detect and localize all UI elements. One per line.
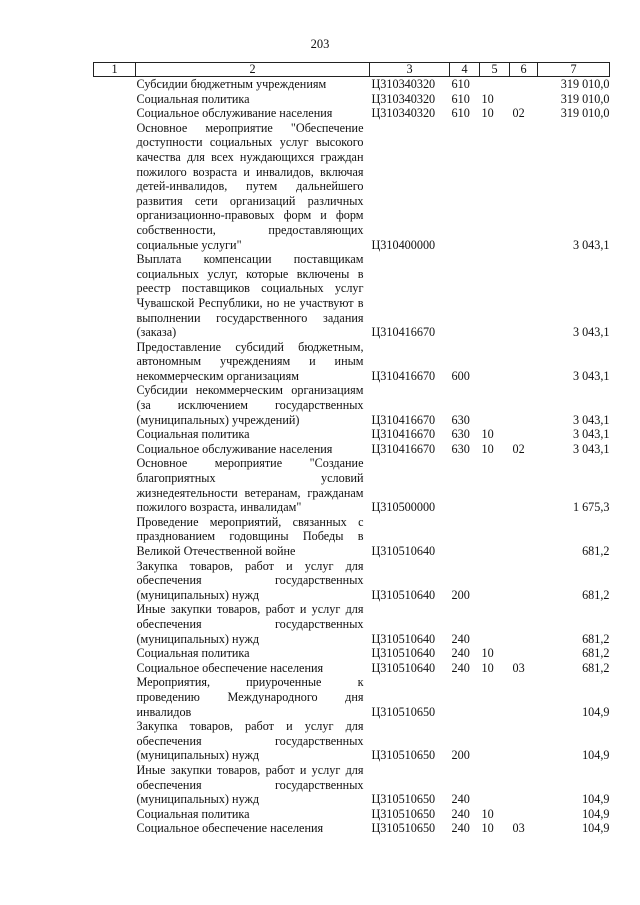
table-row (94, 807, 610, 822)
item-name-cell: Иные закупки товаров, работ и услуг для обеспечения государственных (муниципальных) нужд (136, 602, 364, 646)
row-number-cell (94, 675, 136, 719)
item-name-cell: Субсидии бюджетным учреждениям (136, 77, 327, 91)
row-number-cell (94, 92, 136, 107)
row-number-cell (94, 807, 136, 822)
table-row (94, 106, 610, 121)
target-article-cell: Ц310510640 (371, 587, 436, 602)
item-name-cell: Выплата компенсации поставщикам социальных услуг, которые включены в реестр поставщиков социальных услуг Чувашской Республики, но не участвуют в выполнении государственного задания (заказа) (136, 252, 364, 340)
subsection-cell (510, 763, 538, 807)
table-row (94, 763, 610, 807)
header-col-2: 2 (136, 63, 370, 77)
table-row (94, 442, 610, 457)
item-name-cell: Субсидии некоммерческим организациям (за исключением государственных (муниципальных) учреждений) (136, 383, 364, 427)
amount-cell: 681,2 (582, 660, 610, 675)
amount-cell: 104,9 (582, 821, 610, 836)
target-article-cell: Ц310510650 (371, 748, 436, 763)
section-cell (480, 763, 510, 807)
item-name-cell: Иные закупки товаров, работ и услуг для обеспечения государственных (муниципальных) нужд (136, 762, 364, 807)
row-number-cell (94, 383, 136, 427)
expense-type-cell: 240 (451, 646, 470, 661)
subsection-cell (510, 675, 538, 719)
target-article-cell: Ц310500000 (371, 500, 436, 515)
table-header (94, 63, 610, 77)
target-article-cell: Ц310510640 (371, 646, 436, 661)
expense-type-cell: 200 (451, 748, 470, 763)
header-row (94, 63, 610, 77)
subsection-cell (510, 456, 538, 514)
expense-type-cell: 610 (451, 91, 470, 106)
amount-cell: 319 010,0 (560, 91, 610, 106)
row-number-cell (94, 821, 136, 836)
item-name-cell: Социальная политика (136, 91, 250, 106)
expense-type-cell: 630 (451, 412, 470, 427)
target-article-cell: Ц310510640 (371, 544, 436, 558)
table-row (94, 340, 610, 384)
row-number-cell (94, 427, 136, 442)
amount-cell: 3 043,1 (572, 427, 610, 442)
subsection-cell (510, 515, 538, 559)
amount-cell: 3 043,1 (572, 368, 610, 383)
item-name-cell: Социальное обеспечение населения (136, 660, 324, 675)
expense-type-cell (450, 121, 480, 252)
table-row (94, 559, 610, 603)
subsection-cell (510, 252, 538, 340)
amount-cell: 104,9 (582, 748, 610, 763)
section-cell (480, 121, 510, 252)
item-name-cell: Социальное обслуживание населения (136, 106, 333, 121)
table-row (94, 77, 610, 92)
budget-table (93, 62, 610, 836)
target-article-cell: Ц310416670 (371, 325, 436, 340)
amount-cell: 1 675,3 (572, 500, 610, 515)
item-name-cell: Основное мероприятие "Создание благоприятных условий жизнедеятельности ветеранам, гражданам пожилого возраста, инвалидам" (136, 456, 364, 515)
subsection-cell (510, 340, 538, 384)
item-name-cell: Социальная политика (136, 806, 250, 821)
row-number-cell (94, 661, 136, 676)
item-name-cell: Социальная политика (136, 646, 250, 661)
header-col-1: 1 (94, 63, 136, 77)
subsection-cell: 02 (512, 106, 525, 121)
table-row (94, 675, 610, 719)
subsection-cell (510, 427, 538, 442)
table-row (94, 646, 610, 661)
item-name-cell: Закупка товаров, работ и услуг для обеспечения государственных (муниципальных) нужд (136, 719, 364, 763)
target-article-cell: Ц310510650 (371, 821, 436, 836)
item-name-cell: Социальное обслуживание населения (136, 441, 333, 456)
row-number-cell (94, 559, 136, 603)
target-article-cell: Ц310340320 (371, 106, 436, 121)
expense-type-cell (450, 515, 480, 559)
item-name-cell: Закупка товаров, работ и услуг для обеспечения государственных (муниципальных) нужд (136, 558, 364, 602)
table-row (94, 456, 610, 514)
target-article-cell: Ц310510640 (371, 631, 436, 646)
expense-type-cell: 240 (451, 660, 470, 675)
expense-type-cell (450, 675, 480, 719)
target-article-cell: Ц310340320 (371, 77, 436, 91)
section-cell (480, 675, 510, 719)
section-cell (480, 515, 510, 559)
target-article-cell: Ц310416670 (371, 368, 436, 383)
amount-cell: 104,9 (582, 806, 610, 821)
subsection-cell (510, 646, 538, 661)
section-cell: 10 (481, 660, 494, 675)
row-number-cell (94, 602, 136, 646)
section-cell: 10 (481, 821, 494, 836)
row-number-cell (94, 719, 136, 763)
row-number-cell (94, 77, 136, 92)
subsection-cell (510, 602, 538, 646)
target-article-cell: Ц310340320 (371, 91, 436, 106)
target-article-cell: Ц310510650 (371, 806, 436, 821)
table-row (94, 602, 610, 646)
header-col-6: 6 (510, 63, 538, 77)
row-number-cell (94, 515, 136, 559)
amount-cell: 3 043,1 (572, 325, 610, 340)
amount-cell: 681,2 (582, 544, 610, 558)
page-number: 203 (310, 37, 330, 51)
section-cell: 10 (481, 646, 494, 661)
section-cell (480, 340, 510, 384)
expense-type-cell: 240 (451, 821, 470, 836)
expense-type-cell: 200 (451, 587, 470, 602)
amount-cell: 104,9 (582, 704, 610, 719)
item-name-cell: Предоставление субсидий бюджетным, автономным учреждениям и иным некоммерческим организациям (136, 339, 364, 383)
row-number-cell (94, 646, 136, 661)
row-number-cell (94, 340, 136, 384)
target-article-cell: Ц310510650 (371, 792, 436, 807)
amount-cell: 319 010,0 (560, 106, 610, 121)
expense-type-cell (450, 456, 480, 514)
target-article-cell: Ц310400000 (371, 237, 436, 252)
target-article-cell: Ц310510640 (371, 660, 436, 675)
section-cell: 10 (481, 441, 494, 456)
expense-type-cell: 630 (451, 441, 470, 456)
table-body (94, 77, 610, 836)
row-number-cell (94, 442, 136, 457)
section-cell (480, 719, 510, 763)
section-cell (480, 77, 510, 92)
expense-type-cell: 600 (451, 368, 470, 383)
subsection-cell: 03 (512, 660, 525, 675)
table-row (94, 383, 610, 427)
item-name-cell: Социальное обеспечение населения (136, 821, 324, 836)
row-number-cell (94, 252, 136, 340)
section-cell (480, 559, 510, 603)
section-cell: 10 (481, 427, 494, 442)
expense-type-cell (450, 252, 480, 340)
section-cell (480, 383, 510, 427)
section-cell (480, 456, 510, 514)
header-col-5: 5 (480, 63, 510, 77)
subsection-cell (510, 121, 538, 252)
amount-cell: 3 043,1 (572, 441, 610, 456)
row-number-cell (94, 456, 136, 514)
table-row (94, 121, 610, 252)
subsection-cell (510, 92, 538, 107)
row-number-cell (94, 121, 136, 252)
subsection-cell (510, 719, 538, 763)
expense-type-cell: 240 (451, 792, 470, 807)
header-col-3: 3 (370, 63, 450, 77)
amount-cell: 681,2 (582, 631, 610, 646)
row-number-cell (94, 763, 136, 807)
target-article-cell: Ц310416670 (371, 427, 436, 442)
section-cell: 10 (481, 91, 494, 106)
table-row (94, 821, 610, 836)
target-article-cell: Ц310416670 (371, 412, 436, 427)
amount-cell: 3 043,1 (572, 237, 610, 252)
table-row (94, 252, 610, 340)
amount-cell: 104,9 (582, 792, 610, 807)
table-row (94, 515, 610, 559)
target-article-cell: Ц310510650 (371, 704, 436, 719)
amount-cell: 681,2 (582, 587, 610, 602)
amount-cell: 3 043,1 (572, 412, 610, 427)
subsection-cell (510, 383, 538, 427)
expense-type-cell: 240 (451, 806, 470, 821)
item-name-cell: Проведение мероприятий, связанных с празднованием годовщины Победы в Великой Отечественной войне (136, 514, 364, 558)
row-number-cell (94, 106, 136, 121)
target-article-cell: Ц310416670 (371, 441, 436, 456)
subsection-cell (510, 77, 538, 92)
table-row (94, 719, 610, 763)
expense-type-cell: 610 (451, 77, 470, 91)
table-row (94, 92, 610, 107)
table-row (94, 427, 610, 442)
item-name-cell: Основное мероприятие "Обеспечение доступности социальных услуг высокого качества для всех нуждающихся граждан пожилого возраста и инвалидов, включая детей-инвалидов, путем дальнейшего развития сети организаций различных организационно-правовых форм и форм собственности, предоставляющих социальные услуги" (136, 120, 364, 252)
item-name-cell: Мероприятия, приуроченные к проведению Международного дня инвалидов (136, 675, 364, 719)
expense-type-cell: 630 (451, 427, 470, 442)
expense-type-cell: 610 (451, 106, 470, 121)
amount-cell: 681,2 (582, 646, 610, 661)
expense-type-cell: 240 (451, 631, 470, 646)
table-row (94, 661, 610, 676)
section-cell (480, 602, 510, 646)
subsection-cell (510, 559, 538, 603)
section-cell (480, 252, 510, 340)
amount-cell: 319 010,0 (560, 77, 610, 91)
subsection-cell: 02 (512, 441, 525, 456)
header-col-7: 7 (538, 63, 610, 77)
section-cell: 10 (481, 806, 494, 821)
subsection-cell: 03 (512, 821, 525, 836)
subsection-cell (510, 807, 538, 822)
section-cell: 10 (481, 106, 494, 121)
header-col-4: 4 (450, 63, 480, 77)
item-name-cell: Социальная политика (136, 427, 250, 442)
